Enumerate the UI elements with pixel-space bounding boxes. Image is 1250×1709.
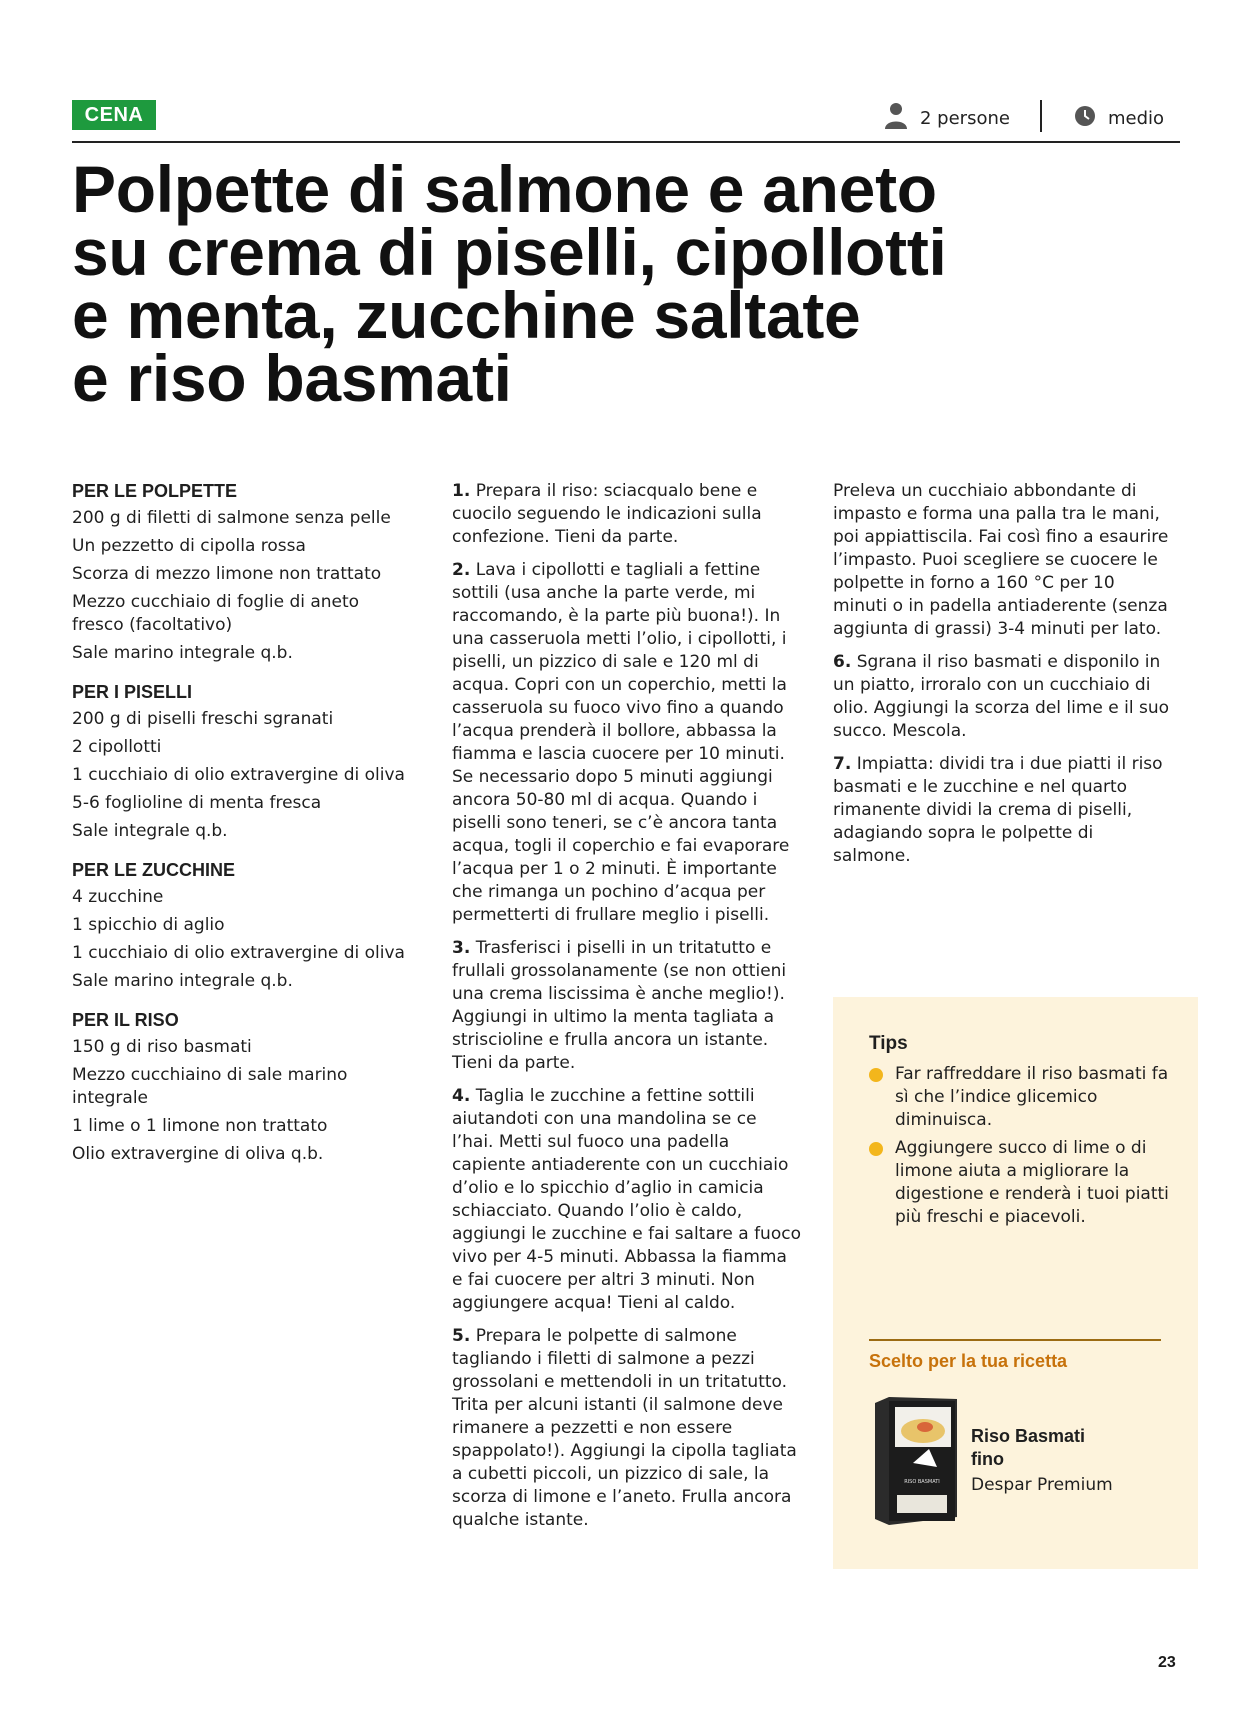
recipe-step — [833, 651, 1173, 743]
title-line: su crema di piselli, cipollotti — [72, 215, 947, 289]
ingredient-group-heading: PER LE ZUCCHINE — [72, 860, 236, 880]
tips-divider — [869, 1339, 1161, 1341]
ingredient-item: 200 g di piselli freschi sgranati — [72, 709, 334, 729]
title-line: Polpette di salmone e aneto — [72, 152, 937, 226]
servings-info — [884, 100, 1010, 136]
step-number: 6. — [833, 652, 852, 672]
ingredient-group-heading: PER LE POLPETTE — [72, 481, 238, 501]
meta-divider — [1040, 100, 1042, 132]
ingredient-item: 1 lime o 1 limone non trattato — [72, 1116, 328, 1136]
product-brand: Despar Premium — [971, 1475, 1113, 1495]
recipe-step — [452, 1085, 802, 1315]
ingredient-item: 1 cucchiaio di olio extravergine di oliva — [72, 765, 405, 785]
page-number: 23 — [1158, 1654, 1176, 1671]
ingredient-item: Un pezzetto di cipolla rossa — [72, 536, 306, 556]
recipe-title — [72, 152, 1172, 415]
step-number: 4. — [452, 1086, 471, 1106]
steps-column-1 — [452, 480, 802, 1542]
ingredient-group — [72, 681, 412, 843]
recipe-step — [452, 559, 802, 927]
step-text: Taglia le zucchine a fettine sottili aiutandoti con una mandolina se ce l’hai. Metti sul fuoco una padella capiente antiaderente con un cucchiaio d’olio e lo spicchio d’aglio in camicia schiacciato. Quando l’olio è caldo, aggiungi le zucchine e fai saltare a fuoco vivo per 4-5 minuti. Abbassa la fiamma e fai cuocere per altri 3 minuti. Non aggiungere acqua! Tieni al caldo. — [452, 1086, 801, 1313]
recipe-step — [452, 937, 802, 1075]
ingredient-item: Scorza di mezzo limone non trattato — [72, 564, 382, 584]
header-rule — [72, 141, 1180, 143]
difficulty-text: medio — [1108, 107, 1165, 129]
step-number: 2. — [452, 560, 471, 580]
step-number: 3. — [452, 938, 471, 958]
step-text: Trasferisci i piselli in un tritatutto e frullali grossolanamente (se non ottieni una crema liscissima è anche meglio!). Aggiungi in ultimo la menta tagliata a striscioline e frulla ancora un istante. Tieni da parte. — [452, 938, 787, 1073]
person-icon — [884, 102, 908, 135]
title-line: e riso basmati — [72, 341, 512, 415]
tips-box — [833, 997, 1198, 1569]
ingredient-item: 200 g di filetti di salmone senza pelle — [72, 508, 391, 528]
ingredient-item: 1 spicchio di aglio — [72, 915, 225, 935]
title-line: e menta, zucchine saltate — [72, 278, 861, 352]
ingredient-group-heading: PER I PISELLI — [72, 682, 193, 702]
product-name: Riso Basmati fino — [971, 1426, 1086, 1469]
recipe-step — [833, 753, 1173, 868]
step-number: 5. — [452, 1326, 471, 1346]
package-label: RISO BASMATI — [904, 1479, 940, 1485]
ingredient-item: 4 zucchine — [72, 887, 164, 907]
step-text: Prepara il riso: sciacqualo bene e cuocilo seguendo le indicazioni sulla confezione. Tieni da parte. — [452, 481, 762, 547]
tips-list — [869, 1063, 1169, 1234]
rice-package-image — [869, 1397, 959, 1527]
step-number: 1. — [452, 481, 471, 501]
recipe-step — [833, 480, 1173, 641]
ingredient-item: 5-6 foglioline di menta fresca — [72, 793, 322, 813]
step-text: Sgrana il riso basmati e disponilo in un piatto, irroralo con un cucchiaio di olio. Aggiungi la scorza del lime e il suo succo. Mescola. — [833, 652, 1170, 741]
ingredient-item: Mezzo cucchiaino di sale marino integrale — [72, 1065, 348, 1108]
step-text: Lava i cipollotti e tagliali a fettine sottili (usa anche la parte verde, mi raccomando, è la parte più buona!). In una casseruola metti l’olio, i cipollotti, i piselli, un pizzico di sale e 120 ml di acqua. Copri con un coperchio, metti la casseruola su fuoco vivo fino a quando l’acqua prenderà il bollore, abbassa la fiamma e lascia cuocere per 10 minuti. Se necessario dopo 5 minuti aggiungi ancora 50-80 ml di acqua. Quando i piselli sono teneri, se c’è ancora tanta acqua, togli il coperchio e fai evaporare l’acqua per 1 o 2 minuti. È importante che rimanga un pochino d’acqua per permetterti di frullare meglio i piselli. — [452, 560, 790, 925]
ingredients-column — [72, 480, 412, 1182]
clock-icon — [1074, 105, 1096, 132]
product-choice-title: Scelto per la tua ricetta — [869, 1351, 1068, 1371]
bullet-dot-icon — [869, 1142, 883, 1156]
step-text: Preleva un cucchiaio abbondante di impasto e forma una palla tra le mani, poi appiattiscila. Fai così fino a esaurire l’impasto. Puoi scegliere se cuocere le polpette in forno a 160 °C per 10 minuti o in padella antiaderente (senza aggiunta di grassi) 3-4 minuti per lato. — [833, 481, 1169, 639]
difficulty-info — [1074, 100, 1164, 136]
ingredient-item: Olio extravergine di oliva q.b. — [72, 1144, 324, 1164]
step-number: 7. — [833, 754, 852, 774]
category-badge: CENA — [72, 100, 156, 130]
ingredient-group-heading: PER IL RISO — [72, 1010, 179, 1030]
ingredient-group — [72, 859, 412, 993]
tip-item — [869, 1063, 1169, 1132]
ingredient-item: 150 g di riso basmati — [72, 1037, 252, 1057]
step-text: Impiatta: dividi tra i due piatti il riso basmati e le zucchine e nel quarto rimanente dividi la crema di piselli, adagiando sopra le polpette di salmone. — [833, 754, 1163, 866]
ingredient-item: Mezzo cucchiaio di foglie di aneto fresco (facoltativo) — [72, 592, 360, 635]
ingredient-item: 1 cucchiaio di olio extravergine di oliva — [72, 943, 405, 963]
tip-item — [869, 1137, 1169, 1229]
ingredient-item: Sale marino integrale q.b. — [72, 643, 293, 663]
ingredient-group — [72, 480, 412, 665]
recipe-step — [452, 480, 802, 549]
tip-text: Aggiungere succo di lime o di limone aiuta a migliorare la digestione e renderà i tuoi piatti più freschi e piacevoli. — [895, 1138, 1169, 1227]
steps-column-2 — [833, 480, 1173, 878]
bullet-dot-icon — [869, 1068, 883, 1082]
recipe-step — [452, 1325, 802, 1532]
tip-text: Far raffreddare il riso basmati fa sì che l’indice glicemico diminuisca. — [895, 1064, 1169, 1130]
tips-title: Tips — [869, 1033, 908, 1054]
ingredient-item: Sale integrale q.b. — [72, 821, 228, 841]
ingredient-item: 2 cipollotti — [72, 737, 162, 757]
step-text: Prepara le polpette di salmone tagliando i filetti di salmone a pezzi grossolani e mettendoli in un tritatutto. Trita per alcuni istanti (il salmone deve rimanere a pezzetti e non essere spappolato!). Aggiungi la cipolla tagliata a cubetti piccoli, un pizzico di sale, la scorza di limone e l’aneto. Frulla ancora qualche istante. — [452, 1326, 797, 1530]
product-info — [971, 1425, 1113, 1497]
ingredient-item: Sale marino integrale q.b. — [72, 971, 293, 991]
servings-text: 2 persone — [920, 107, 1010, 129]
ingredient-group — [72, 1009, 412, 1166]
